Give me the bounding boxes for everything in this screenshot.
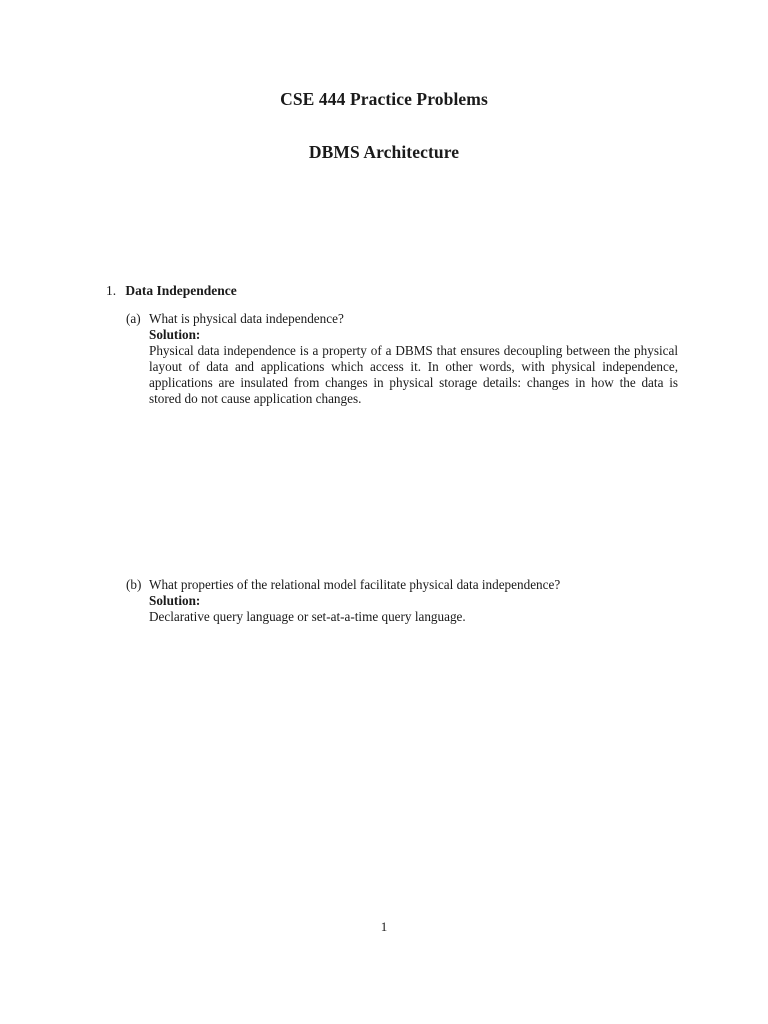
page-number: 1	[380, 919, 388, 934]
solution-label: Solution:	[149, 593, 201, 608]
question-text: What properties of the relational model facilitate physical data independence?	[149, 577, 561, 592]
solution-text: Declarative query language or set-at-a-time query language.	[149, 609, 466, 624]
document-title: CSE 444 Practice Problems	[280, 89, 488, 109]
section-heading	[106, 283, 237, 299]
question-a	[126, 311, 678, 407]
section-title: Data Independence	[125, 283, 237, 298]
question-b	[126, 577, 678, 625]
section-number: 1.	[106, 283, 117, 298]
solution-label: Solution:	[149, 327, 201, 342]
question-text: What is physical data independence?	[149, 311, 344, 326]
solution-text: Physical data independence is a property of a DBMS that ensures decoupling between the physical layout of data and applications which access it. In other words, with physical independence, applications are insulated from changes in physical storage details: changes in how the data is stored do not cause application changes.	[149, 343, 678, 406]
document-subtitle: DBMS Architecture	[308, 142, 460, 162]
question-marker: (b)	[126, 577, 142, 592]
question-marker: (a)	[126, 311, 141, 326]
